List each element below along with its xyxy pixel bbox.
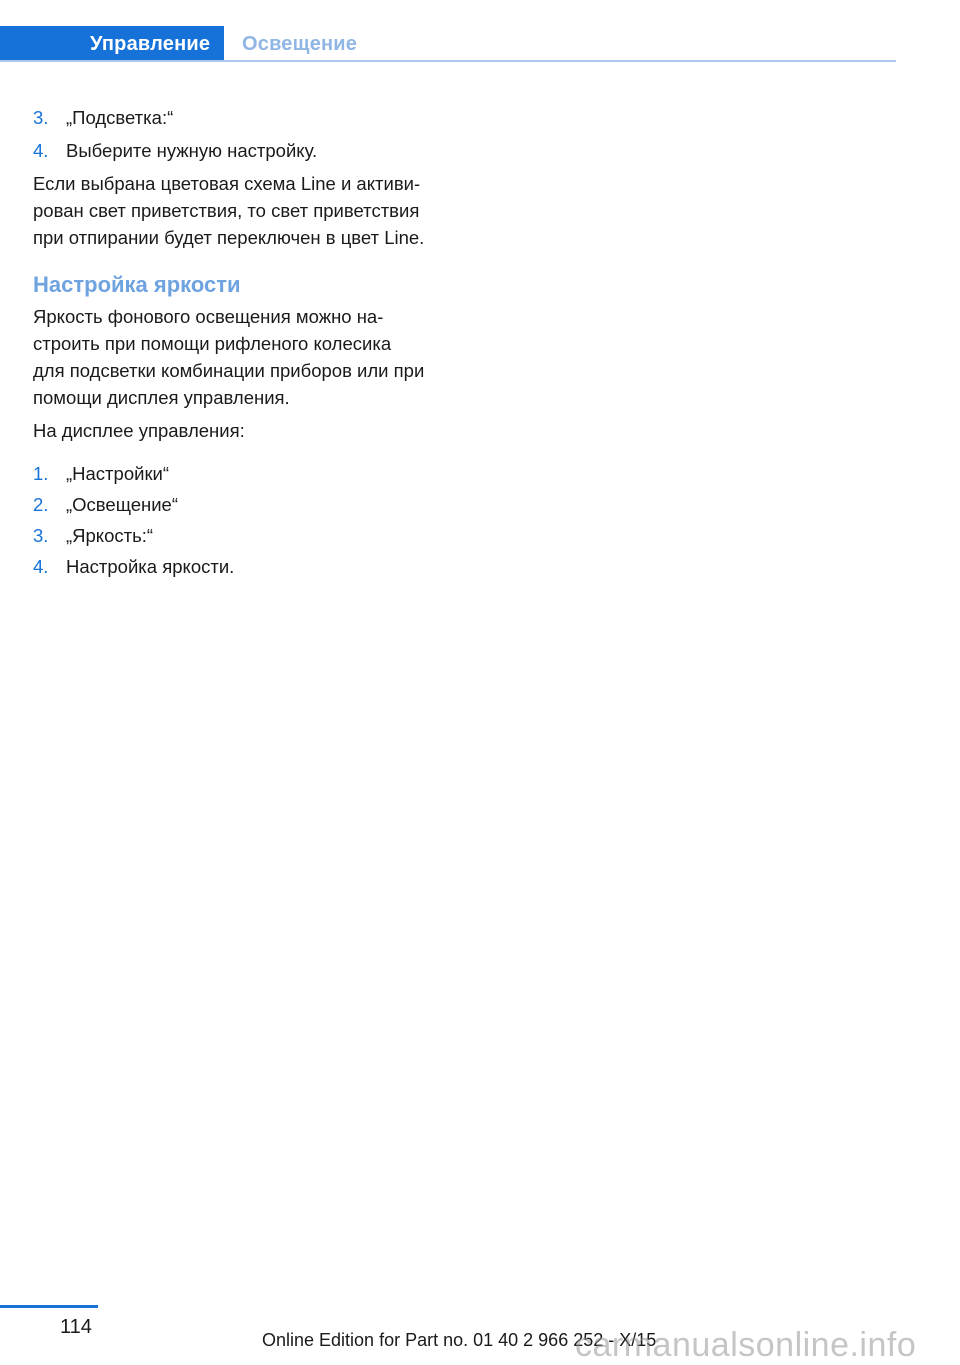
- list-item: [33, 104, 463, 131]
- list-number: 2.: [33, 494, 49, 515]
- para-line: Если выбрана цветовая схема Line и активи‐: [33, 173, 421, 194]
- list-text: Настройка яркости.: [66, 556, 235, 577]
- section-heading: Настройка яркости: [33, 272, 241, 297]
- paragraph-control-display: На дисплее управления:: [33, 420, 245, 441]
- list-number: 4.: [33, 140, 49, 161]
- main-content: [33, 104, 463, 584]
- list-item: [33, 522, 463, 549]
- list-text: „Освещение“: [66, 494, 179, 515]
- list-number: 3.: [33, 107, 49, 128]
- list-item: [33, 137, 463, 164]
- section-tab-active: Управление: [0, 26, 224, 62]
- steps-list-top: [33, 104, 463, 164]
- list-item: [33, 460, 463, 487]
- para-line: строить при помощи рифленого колесика: [33, 333, 392, 354]
- para-line: помощи дисплея управления.: [33, 387, 290, 408]
- para-line: для подсветки комбинации приборов или при: [33, 360, 425, 381]
- section-tab-inactive: Освещение: [242, 33, 358, 55]
- list-item: [33, 491, 463, 518]
- list-number: 1.: [33, 463, 49, 484]
- para-line: при отпирании будет переключен в цвет Line.: [33, 227, 425, 248]
- list-number: 4.: [33, 556, 49, 577]
- page-number: 114: [60, 1316, 92, 1338]
- list-text: Выберите нужную настройку.: [66, 140, 318, 161]
- watermark: carmanualsonline.info: [575, 1326, 917, 1364]
- paragraph-brightness: [33, 303, 463, 411]
- list-number: 3.: [33, 525, 49, 546]
- para-line: рован свет приветствия, то свет приветствия: [33, 200, 420, 221]
- edition-text: Online Edition for Part no. 01 40 2 966 252 - X/15: [262, 1330, 657, 1350]
- paragraph-line-color: [33, 170, 463, 251]
- para-line: Яркость фонового освещения можно на‐: [33, 306, 384, 327]
- steps-list-bottom: [33, 460, 463, 580]
- list-text: „Настройки“: [66, 463, 170, 484]
- list-item: [33, 553, 463, 580]
- list-text: „Подсветка:“: [66, 107, 174, 128]
- header-divider: [0, 60, 896, 62]
- footer-rule: [0, 1305, 98, 1308]
- list-text: „Яркость:“: [66, 525, 154, 546]
